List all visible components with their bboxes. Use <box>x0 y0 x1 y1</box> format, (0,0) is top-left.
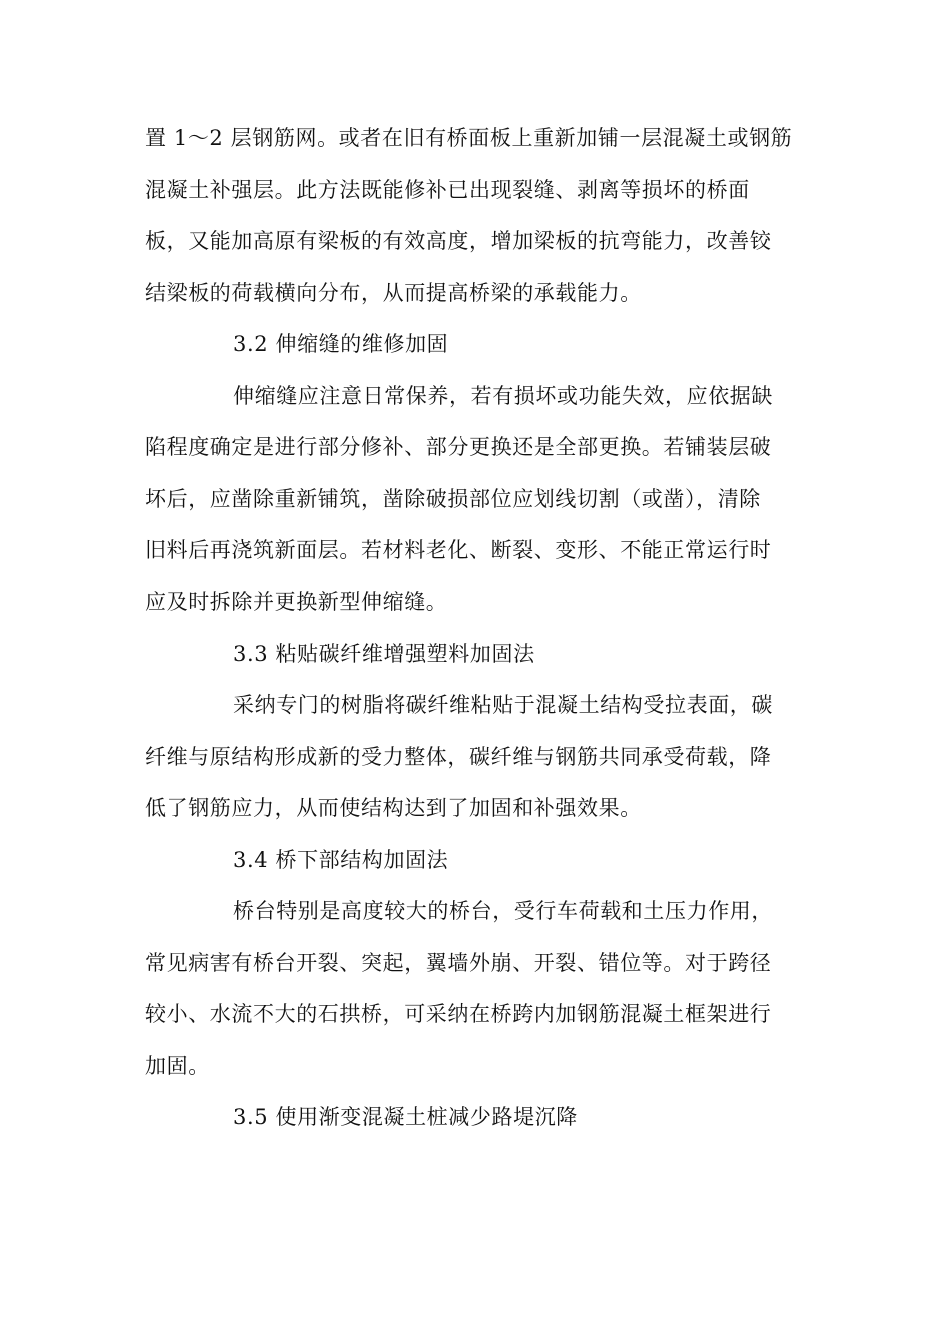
paragraph-line: 常见病害有桥台开裂、突起，翼墙外崩、开裂、错位等。对于跨径 <box>145 951 772 975</box>
paragraph-line: 旧料后再浇筑新面层。若材料老化、断裂、变形、不能正常运行时 <box>145 538 772 562</box>
section-heading-3-4: 3.4 桥下部结构加固法 <box>233 848 449 872</box>
paragraph-line: 桥台特别是高度较大的桥台，受行车荷载和土压力作用， <box>233 899 773 923</box>
paragraph-line: 加固。 <box>145 1054 210 1078</box>
paragraph-line: 伸缩缝应注意日常保养，若有损坏或功能失效，应依据缺 <box>233 384 773 408</box>
paragraph-line: 采纳专门的树脂将碳纤维粘贴于混凝土结构受拉表面，碳 <box>233 693 773 717</box>
paragraph-line: 板，又能加高原有梁板的有效高度，增加梁板的抗弯能力，改善铰 <box>145 229 772 253</box>
section-heading-3-5: 3.5 使用渐变混凝土桩减少路堤沉降 <box>233 1105 578 1129</box>
paragraph-line: 置 1～2 层钢筋网。或者在旧有桥面板上重新加铺一层混凝土或钢筋 <box>145 126 793 150</box>
paragraph-line: 低了钢筋应力，从而使结构达到了加固和补强效果。 <box>145 796 642 820</box>
section-heading-3-3: 3.3 粘贴碳纤维增强塑料加固法 <box>233 642 535 666</box>
section-heading-3-2: 3.2 伸缩缝的维修加固 <box>233 332 449 356</box>
paragraph-line: 陷程度确定是进行部分修补、部分更换还是全部更换。若铺装层破 <box>145 435 772 459</box>
paragraph-line: 结梁板的荷载横向分布，从而提高桥梁的承载能力。 <box>145 281 642 305</box>
paragraph-line: 坏后，应凿除重新铺筑，凿除破损部位应划线切割（或凿），清除 <box>145 487 761 511</box>
paragraph-line: 较小、水流不大的石拱桥，可采纳在桥跨内加钢筋混凝土框架进行 <box>145 1002 772 1026</box>
paragraph-line: 应及时拆除并更换新型伸缩缝。 <box>145 590 448 614</box>
paragraph-line: 混凝土补强层。此方法既能修补已出现裂缝、剥离等损坏的桥面 <box>145 178 750 202</box>
paragraph-line: 纤维与原结构形成新的受力整体，碳纤维与钢筋共同承受荷载，降 <box>145 745 772 769</box>
